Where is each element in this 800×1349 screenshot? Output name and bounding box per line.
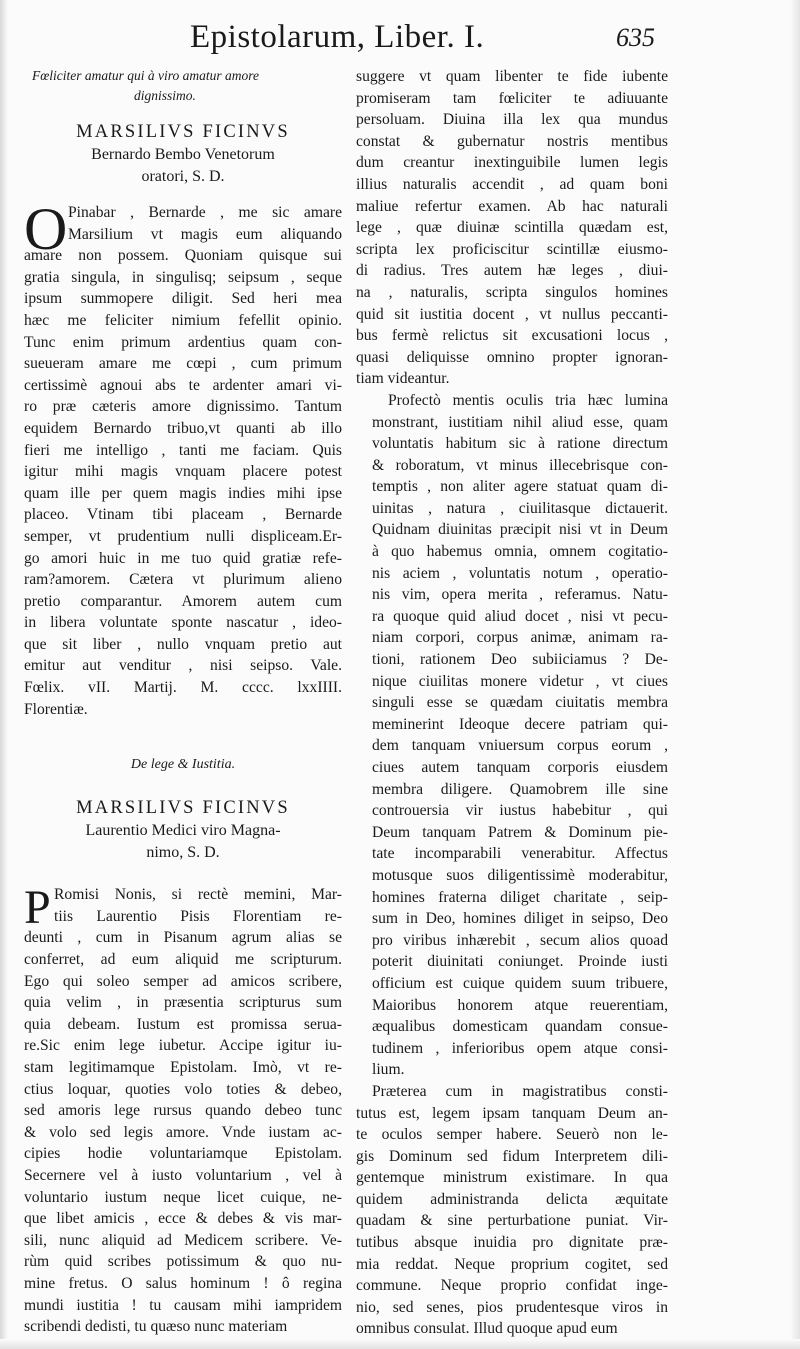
text-line: ra quoque quid aliud docet , nisi vt pecu-: [372, 607, 668, 625]
text-line: omnibus consulat. Illud quoque apud eum: [356, 1320, 618, 1338]
scan-edge-left: [0, 0, 8, 1349]
paragraph: [356, 1081, 668, 1340]
paragraph: [356, 390, 668, 1081]
text-line: & volo sed legis amore. Vnde iustam ac-: [24, 1123, 342, 1141]
text-line: mia reddat. Neque proprium cogitet, sed: [356, 1255, 668, 1273]
letter2-recipient-line: Laurentio Medici viro Magna-: [85, 822, 281, 840]
text-line: Secernere vel à iusto voluntarium , vel à: [24, 1166, 342, 1184]
text-line: sed amoris lege rursus quando debeo tunc: [24, 1102, 342, 1120]
text-line: commune. Neque proprio confidat inge-: [356, 1277, 668, 1295]
text-line: pretio comparantur. Amorem autem cum: [24, 592, 342, 610]
text-line: equidem Bernardo tribuo,vt quanti ab illo: [24, 419, 342, 437]
text-line: tioni, rationem Deo subiiciamus ? De-: [372, 651, 668, 669]
text-line: tate incomparabili venerabitur. Affectus: [372, 845, 668, 863]
text-line: mundi iustitia ! tu causam mihi iampridem: [24, 1296, 342, 1314]
paragraph: [356, 66, 668, 390]
letter1-author: MARSILIVS FICINVS: [76, 122, 290, 142]
text-line: voluntario iustum neque licet cuique, ne-: [24, 1188, 342, 1206]
text-line: maliue refertur examen. Ab hac naturali: [356, 197, 668, 215]
text-line: nio, sed senes, pios prudentesque viros in: [356, 1298, 668, 1316]
text-line: di radius. Tres autem hæ leges , diui-: [356, 262, 668, 280]
text-line: certissimè agnoui abs te ardenter amari vi-: [24, 376, 342, 394]
scan-edge-bottom: [0, 1339, 800, 1349]
text-line: sili, nunc aliquid ad Medicem scribere. Ve-: [24, 1231, 342, 1249]
text-line: uinitas , natura , ciuilitasque dictauerit.: [372, 499, 668, 517]
section-title: De lege & Iustitia.: [130, 757, 236, 773]
text-line: quid sit iustitia docent , vt nullus peccanti-: [356, 305, 668, 323]
text-line: Deum tanquam Patrem & Dominum pie-: [372, 823, 668, 841]
text-line: singuli esse se quædam ciuitatis membra: [372, 694, 668, 712]
text-line: controuersia vir iustus habebitur , qui: [372, 802, 668, 820]
text-line: placeo. Vtinam tibi placeam , Bernarde: [24, 506, 342, 524]
text-line: sueueram amare me cœpi , cum primum: [24, 355, 342, 373]
text-line: constat & gubernatur nostris mentibus: [356, 132, 668, 150]
text-line: voluntatis habitum sic à ratione directum: [372, 435, 668, 453]
text-line: & roboratum, vt minus illecebrisque con-: [372, 456, 668, 474]
text-line: Marsilium vt magis eum aliquando: [68, 225, 342, 243]
text-line: que sit liber , nullo vnquam pretio aut: [24, 635, 342, 653]
text-line: motusque suos diligentissimè moderabitur,: [372, 866, 668, 884]
text-line: quia debeam. Iustum est promissa serua-: [24, 1015, 342, 1033]
text-line: gentemque ministrum existimare. In qua: [356, 1169, 668, 1187]
epigraph-line: dignissimo.: [134, 88, 196, 103]
text-line: poterit diuinitati coniunget. Proinde iusti: [372, 953, 668, 971]
text-line: tutus est, legem ipsam tanquam Deum an-: [356, 1104, 668, 1122]
text-line: na , naturalis, scripta singulos homines: [356, 283, 668, 301]
text-line: quam ille per quem magis indies mihi ipse: [24, 484, 342, 502]
text-line: amare non possem. Quoniam quisque sui: [24, 247, 342, 265]
epigraph-line: Fœliciter amatur qui à viro amatur amore: [32, 68, 259, 83]
text-line: quadam & sine perturbatione puniat. Vir-: [356, 1212, 668, 1230]
text-line: stam legitimamque Epistolam. Imò, vt re-: [24, 1059, 342, 1076]
text-line: nis aciem , voluntatis notum , operatio-: [372, 564, 668, 582]
letter1-drop-cap: O: [24, 196, 68, 262]
text-line: quidem administranda delicta æquitate: [356, 1190, 668, 1208]
text-line: pro viribus inhærebit , secum alios quoad: [372, 931, 668, 949]
text-line: Præterea cum in magistratibus consti-: [372, 1082, 668, 1100]
text-line: ctius loquar, quoties volo toties & debeo,: [24, 1080, 342, 1098]
text-line: deunti , cum in Pisanum agrum alias se: [24, 929, 342, 947]
letter2-author: MARSILIVS FICINVS: [76, 798, 290, 819]
text-line: scripta lex proficiscitur scintillæ eiusmo-: [356, 240, 668, 258]
text-line: monstrant, iustitiam nihil aliud esse, quam: [372, 413, 668, 431]
text-line: illius naturalis accendit , ad quam boni: [356, 175, 668, 193]
text-line: emitur aut venditur , nisi seipso. Vale.: [24, 657, 342, 675]
letter1-recipient-line: Bernardo Bembo Venetorum: [91, 146, 275, 163]
text-line: Romisi Nonis, si rectè memini, Mar-: [54, 886, 342, 904]
text-line: ram?amorem. Cætera vt plurimum alieno: [24, 571, 342, 589]
right-column: [356, 66, 668, 1340]
scan-edge-right: [790, 0, 800, 1349]
text-line: lium.: [372, 1061, 405, 1079]
text-line: sum in Deo, homines diliget in seipso, Deo: [372, 910, 668, 928]
text-line: dem tanquam vniuersum corpus eorum ,: [372, 737, 668, 755]
text-line: cipies hodie voluntariamque Epistolam.: [24, 1145, 342, 1163]
letter2-drop-cap: P: [24, 881, 51, 935]
letter1-recipient-line: oratori, S. D.: [141, 168, 225, 185]
text-line: æqualibus domesticam quandam consue-: [372, 1018, 668, 1036]
text-line: semper, vt prudentium nulli displiceam.Er-: [24, 527, 342, 545]
running-header: [0, 14, 800, 64]
text-line: suggere vt quam libenter te fide iubente: [356, 68, 668, 85]
text-line: persoluam. Diuina illa lex qua mundus: [356, 111, 668, 129]
text-line: Profectò mentis oculis tria hæc lumina: [388, 391, 668, 409]
text-line: nis vim, opera merita , referamus. Natu-: [372, 586, 668, 604]
text-line: niam corpori, corpus animæ, animam ra-: [372, 629, 668, 647]
text-line: quia velim , in præsentia scripturus sum: [24, 994, 342, 1012]
text-line: Tunc enim primum ardentius quam con-: [24, 333, 342, 351]
text-line: Maioribus honorem atque reuerentiam,: [372, 996, 668, 1014]
text-line: dum creantur inextinguibile lumen legis: [356, 154, 668, 172]
text-line: ipsum summopere diligit. Sed heri mea: [24, 290, 342, 308]
text-line: tudinem , inferioribus opem atque consi-: [372, 1039, 668, 1057]
text-line: meminerint Ideoque decere patriam qui-: [372, 715, 668, 733]
text-line: quasi deliquisse omnino propter ignoran-: [356, 348, 668, 366]
text-line: tutibus absque inuidia pro dignitate præ-: [356, 1234, 668, 1252]
text-line: homines fraterna diliget charitate , seip-: [372, 888, 668, 906]
text-line: gratia singula, in singulisq; seipsum , seque: [24, 268, 342, 286]
text-line: tiam videantur.: [356, 370, 450, 388]
header-title: Epistolarum, Liber. I.: [190, 19, 485, 55]
epigraph: [24, 66, 342, 106]
text-line: igitur mihi magis vnquam placere potest: [24, 463, 342, 481]
text-line: nique ciuilitas monere videtur , vt ciues: [372, 672, 668, 690]
text-line: promiseram tam fœliciter te adiuuante: [356, 89, 668, 107]
text-line: re.Sic enim lege iubetur. Accipe igitur iu-: [24, 1037, 342, 1055]
text-line: ro præ cæteris amore dignissimo. Tantum: [24, 398, 342, 416]
text-line: officium est cuique quidem suum tribuere,: [372, 974, 668, 992]
text-line: rùm quid scribes potissimum & quo nu-: [24, 1253, 342, 1271]
text-line: Fœlix. vII. Martij. M. cccc. lxxIIII.: [24, 679, 342, 697]
text-line: lege , quæ diuinæ scintilla quædam est,: [356, 219, 668, 237]
text-line: gis Dominum sed fidum Interpretem dili-: [356, 1147, 668, 1165]
text-line: Florentiæ.: [24, 700, 88, 718]
text-line: te oculos semper habere. Seuerò non le-: [356, 1126, 668, 1144]
text-line: bus fermè relictus sit excusationi locus ,: [356, 327, 668, 345]
letter2-body: [24, 881, 342, 1337]
text-line: in libera voluntate sponte nascatur , ideo-: [24, 614, 342, 632]
text-line: Quidnam diuinitas præcipit nisi vt in Deum: [372, 521, 668, 539]
letter1-body: [24, 196, 342, 720]
text-line: scribendi dedisti, tu quæso nunc materiam: [24, 1318, 288, 1336]
text-line: temptis , non aliter agere statuat quam di-: [372, 478, 668, 496]
text-line: fieri me intelligo , tanti me faciam. Quis: [24, 441, 342, 459]
page-number: 635: [616, 23, 655, 52]
text-line: tiis Laurentio Pisis Florentiam re-: [54, 907, 342, 925]
text-line: hæc me feliciter nimium fefellit opinio.: [24, 311, 342, 329]
text-line: conferret, ad eum aliquid me scripturum.: [24, 951, 342, 969]
letter2-recipient-line: nimo, S. D.: [146, 844, 220, 862]
text-line: Ego qui soleo semper ad amicos scribere,: [24, 972, 342, 990]
text-line: go amori huic in me tuo quid gratiæ refe-: [24, 549, 342, 567]
text-line: Pinabar , Bernarde , me sic amare: [68, 204, 342, 221]
text-line: à quo habemus omnia, omnem cogitatio-: [372, 543, 668, 561]
text-line: mine fretus. O salus hominum ! ô regina: [24, 1274, 342, 1292]
text-line: que libet amicis , ecce & debes & vis mar-: [24, 1210, 342, 1228]
text-line: membra diligere. Quamobrem ille sine: [372, 780, 668, 798]
text-line: ciues autem tanquam corporis eiusdem: [372, 759, 668, 776]
left-column: [24, 66, 342, 1338]
